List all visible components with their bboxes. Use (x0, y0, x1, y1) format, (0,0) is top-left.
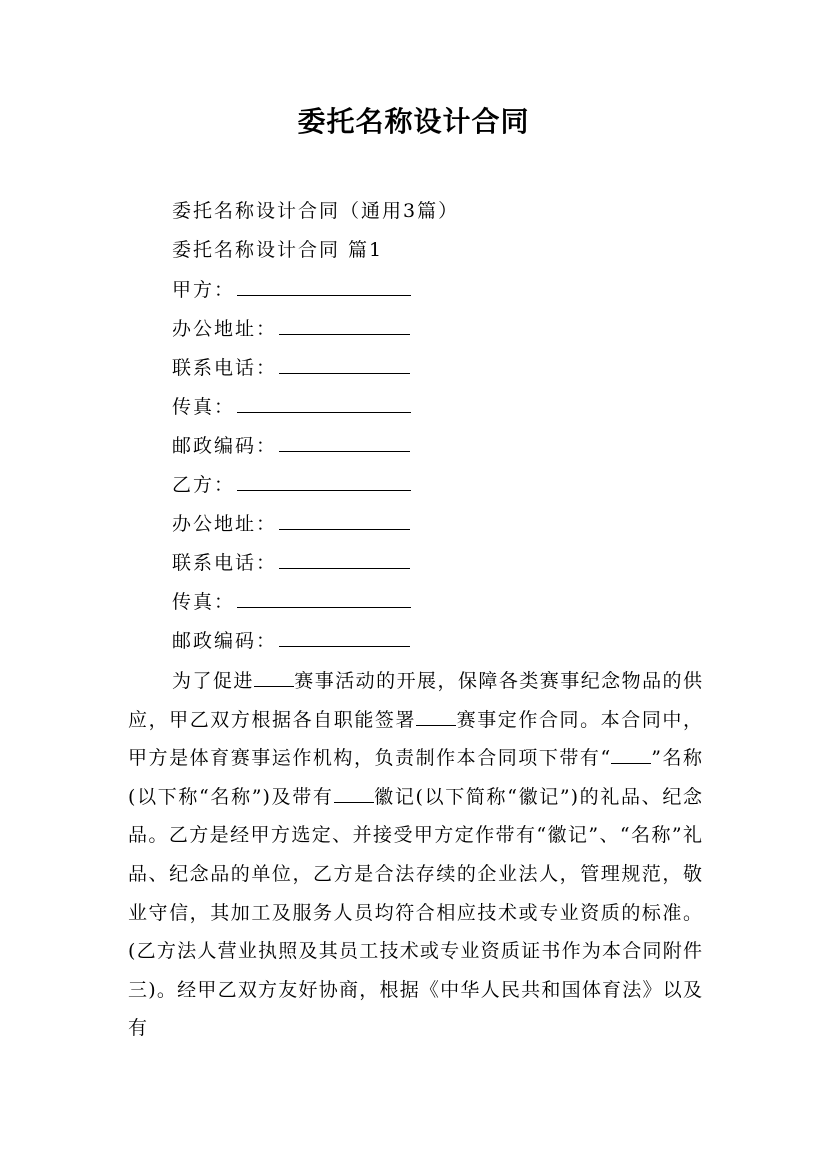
party-a-label: 甲方： (172, 279, 236, 301)
paragraph-blank-3 (611, 745, 651, 764)
party-b-fax-field (172, 589, 411, 614)
paragraph-text-1: 为了促进 (172, 670, 254, 692)
party-a-phone-label: 联系电话： (172, 357, 278, 379)
party-b-postcode-field (172, 628, 410, 653)
paragraph-blank-1 (254, 668, 294, 687)
party-b-field (172, 472, 411, 497)
party-a-postcode-blank (279, 433, 410, 452)
paragraph-text-4: ”名称(以下称“名称”)及带有 (128, 747, 704, 808)
party-a-postcode-label: 邮政编码： (172, 435, 278, 457)
party-a-blank (237, 277, 411, 296)
party-b-address-blank (279, 511, 410, 530)
party-b-address-label: 办公地址： (172, 513, 278, 535)
party-a-fax-blank (237, 394, 411, 413)
party-b-postcode-blank (279, 628, 410, 647)
heading-line: 委托名称设计合同（通用3篇） (172, 200, 460, 222)
paragraph-blank-4 (334, 784, 374, 803)
section-line: 委托名称设计合同 篇1 (172, 239, 384, 261)
party-a-fax-field (172, 394, 411, 419)
party-a-fax-label: 传真： (172, 396, 236, 418)
party-b-fax-blank (237, 589, 411, 608)
paragraph-text-3: 赛事定作合同。本合同中，甲方是体育赛事运作机构，负责制作本合同项下带有“ (128, 708, 703, 770)
paragraph-blank-2 (416, 707, 456, 726)
party-a-postcode-field (172, 433, 410, 458)
party-b-blank (237, 472, 411, 491)
party-a-phone-blank (279, 355, 410, 374)
party-b-phone-field (172, 550, 410, 575)
party-b-postcode-label: 邮政编码： (172, 630, 278, 652)
party-a-phone-field (172, 355, 410, 380)
paragraph-text-2: 赛事活动的开展，保障各类赛事纪念物品的供应，甲乙双方根据各自职能签署 (128, 670, 703, 731)
body-paragraph (128, 662, 703, 1048)
party-b-fax-label: 传真： (172, 591, 236, 613)
party-a-address-label: 办公地址： (172, 318, 278, 340)
party-b-phone-label: 联系电话： (172, 552, 278, 574)
document-title: 委托名称设计合同 (297, 105, 530, 138)
party-a-address-field (172, 316, 410, 341)
party-b-address-field (172, 511, 410, 536)
party-b-label: 乙方： (172, 474, 236, 496)
paragraph-text-5: 徽记(以下简称“徽记”)的礼品、纪念品。乙方是经甲方选定、并接受甲方定作带有“徽记”、“名称”礼品、纪念品的单位，乙方是合法存续的企业法人，管理规范，敬业守信，其加工及服务人员均符合相应技术或专业资质的标准。(乙方法人营业执照及其员工技术或专业资质证书作为本合同附件三)。经甲乙双方友好协商，根据《中华人民共和国体育法》以及有 (128, 785, 703, 1040)
party-b-phone-blank (279, 550, 410, 569)
party-a-address-blank (279, 316, 410, 335)
party-a-field (172, 277, 411, 302)
